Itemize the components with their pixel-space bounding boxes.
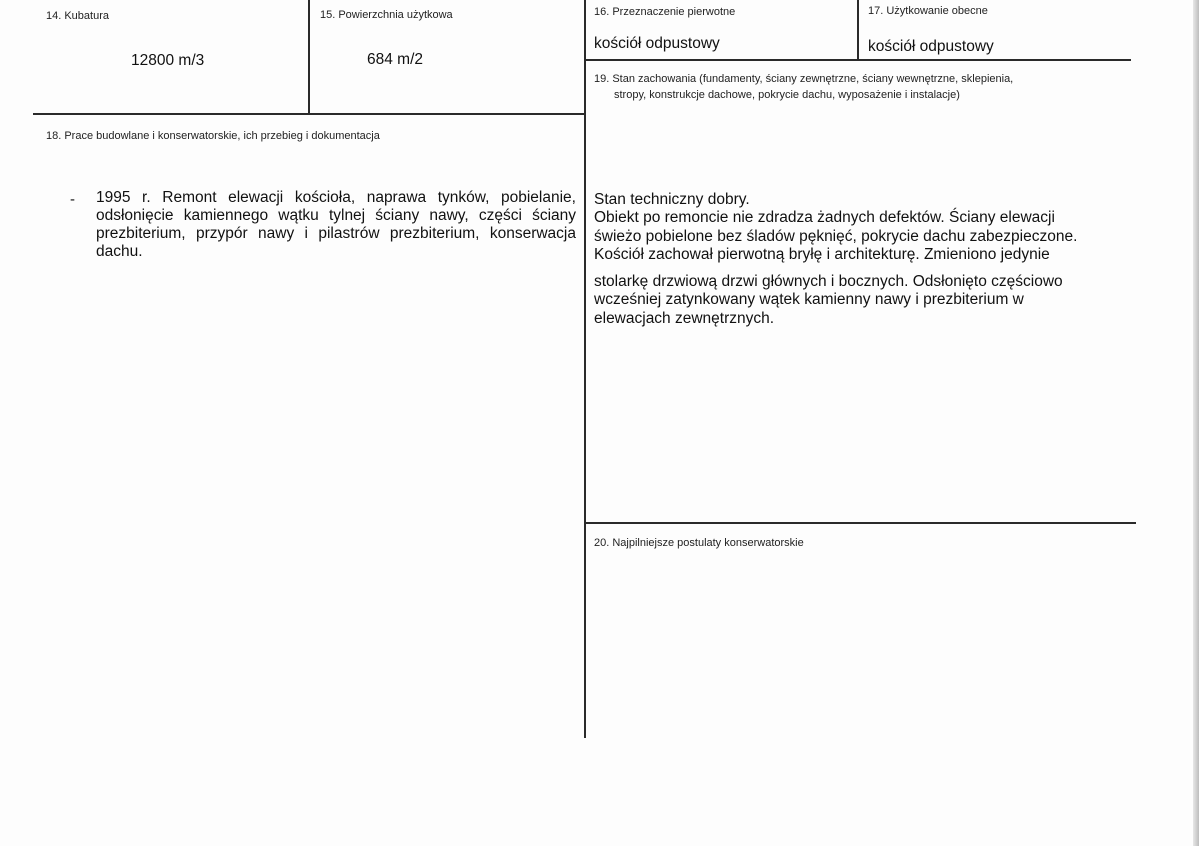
field-14-value: 12800 m/3 [131, 52, 205, 69]
field-18-label: 18. Prace budowlane i konserwatorskie, ich przebieg i dokumentacja [46, 130, 380, 142]
field-16-value: kościół odpustowy [594, 35, 720, 52]
field-17-label: 17. Użytkowanie obecne [868, 5, 988, 17]
field-19-label-line2: stropy, konstrukcje dachowe, pokrycie dachu, wyposażenie i instalacje) [614, 89, 960, 101]
field-19-text-line7: elewacjach zewnętrznych. [594, 310, 775, 327]
divider-16-17 [857, 0, 859, 60]
divider-main-vertical [584, 0, 586, 738]
field-17-value: kościół odpustowy [868, 38, 994, 55]
field-16-label: 16. Przeznaczenie pierwotne [594, 6, 736, 18]
field-19-text-line6: wcześniej zatynkowany wątek kamienny nawy i prezbiterium w [594, 291, 1024, 308]
field-14-label: 14. Kubatura [46, 10, 109, 22]
field-19-text-line1: Stan techniczny dobry. [594, 191, 750, 208]
field-19-text-line3: świeżo pobielone bez śladów pęknięć, pokrycie dachu zabezpieczone. [594, 228, 1078, 245]
field-19-text-line2: Obiekt po remoncie nie zdradza żadnych defektów. Ściany elewacji [594, 209, 1055, 226]
field-15-value: 684 m/2 [367, 51, 424, 68]
divider-14-15 [308, 0, 310, 114]
scan-edge [1193, 0, 1199, 846]
divider-right-top-row [585, 59, 1131, 61]
divider-left-row [33, 113, 585, 115]
field-19-text-line5: stolarkę drzwiową drzwi głównych i bocznych. Odsłonięto częściowo [594, 273, 1063, 290]
field-19-label-line1: 19. Stan zachowania (fundamenty, ściany zewnętrzne, ściany wewnętrzne, sklepienia, [594, 73, 1014, 85]
field-20-label: 20. Najpilniejsze postulaty konserwatorskie [594, 537, 804, 549]
divider-19-20 [585, 522, 1136, 524]
field-18-text: 1995 r. Remont elewacji kościoła, naprawa tynków, pobielanie, odsłonięcie kamiennego wątku tylnej ściany nawy, części ściany prezbiterium, przypór nawy i pilastrów prezbiterium, konserwacja dachu. [96, 189, 576, 260]
field-18-bullet: - [70, 191, 75, 208]
field-19-text-line4: Kościół zachował pierwotną bryłę i architekturę. Zmieniono jedynie [594, 246, 1050, 263]
field-15-label: 15. Powierzchnia użytkowa [320, 9, 453, 21]
